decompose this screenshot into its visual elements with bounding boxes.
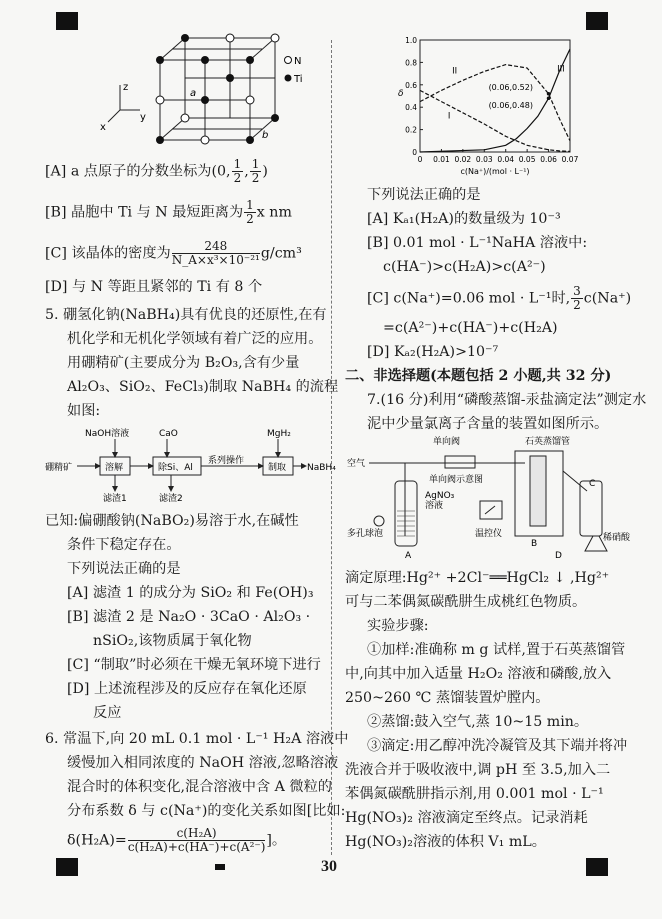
x-tick-label: 0.02	[454, 155, 472, 164]
q5-line: 如图:	[67, 403, 101, 419]
q7-body: 250~260 ℃ 蒸馏装置炉膛内。	[345, 690, 550, 706]
q5-line: 机化学和无机化学领域有着广泛的应用。	[67, 331, 323, 347]
axis-x-label: x	[100, 122, 106, 133]
registration-mark-top-right	[586, 12, 608, 30]
flow-box-remove: 除Si、Al	[158, 463, 193, 473]
crystal-cell-figure	[90, 30, 310, 150]
flow-input-naoh: NaOH溶液	[85, 429, 130, 439]
q5-question: 下列说法正确的是	[67, 561, 181, 577]
label-agno3-solution: 溶液	[425, 501, 444, 511]
label-d: D	[555, 551, 562, 561]
series-label-i: I	[447, 111, 451, 122]
point-b-label: b	[262, 130, 269, 141]
series-label-iii: III	[557, 64, 565, 75]
flow-residue-2: 滤渣2	[159, 494, 183, 504]
label-temp-controller: 温控仪	[475, 529, 503, 539]
registration-mark-bottom-center	[215, 864, 225, 870]
label-c: C	[589, 479, 596, 489]
q6-line: 6. 常温下,向 20 mL 0.1 mol · L⁻¹ H₂A 溶液中	[45, 731, 349, 747]
q5-option-d-cont: 反应	[93, 705, 122, 721]
label-bubbler: 多孔球泡	[347, 529, 384, 539]
flow-product: NaBH₄	[307, 463, 336, 473]
x-axis-label: c(Na⁺)/(mol · L⁻¹)	[460, 167, 530, 176]
label-air: 空气	[347, 459, 366, 469]
q7-body: 可与二苯偶氮碳酰肼生成桃红色物质。	[345, 594, 587, 610]
y-tick-label: 0.8	[405, 58, 417, 68]
x-tick-label: 0.06	[540, 155, 557, 164]
flow-residue-1: 滤渣1	[103, 494, 127, 504]
label-b: B	[531, 539, 538, 549]
q7-body: 实验步骤:	[367, 618, 429, 634]
series-label-ii: II	[452, 66, 458, 77]
label-valve: 单向阀	[433, 437, 461, 447]
q6-line: 混合时的体积变化,混合溶液中含 A 微粒的	[67, 779, 332, 795]
q6-option-b: [B] 0.01 mol · L⁻¹NaHA 溶液中:	[367, 235, 588, 251]
y-tick-label: 0.4	[405, 103, 417, 113]
x-tick-label: 0	[417, 155, 423, 164]
q6-question: 下列说法正确的是	[367, 187, 481, 203]
q6-option-a: [A] Kₐ₁(H₂A)的数量级为 10⁻³	[367, 211, 561, 227]
q5-option-a: [A] 滤渣 1 的成分为 SiO₂ 和 Fe(OH)₃	[67, 585, 314, 601]
q7-body: ①加样:准确称 m g 试样,置于石英蒸馏管	[367, 642, 626, 658]
q7-body: 中,向其中加入适量 H₂O₂ 溶液和磷酸,放入	[345, 666, 612, 682]
q5-line: 用硼精矿(主要成分为 B₂O₃,含有少量	[67, 355, 300, 371]
q6-option-c: [C] c(Na⁺)=0.06 mol · L⁻¹时, $\frac{3}{2}$ c(Na⁺)	[367, 284, 632, 312]
left-column	[45, 157, 349, 854]
y-tick-label: 0.2	[405, 125, 417, 135]
x-tick-label: 0.04	[497, 155, 515, 164]
x-tick-label: 0.05	[518, 155, 536, 164]
q7-line: 泥中少量氯离子含量的装置如图所示。	[367, 416, 609, 432]
q5-option-c: [C] “制取”时必须在干燥无氧环境下进行	[67, 657, 321, 673]
q7-body: ②蒸馏:鼓入空气,蒸 10~15 min。	[367, 714, 589, 730]
axis-y-label: y	[140, 112, 146, 123]
q7-body: 洗液合并于吸收液中,调 pH 至 3.5,加入二	[345, 762, 611, 778]
annotation-label: (0.06,0.48)	[488, 101, 533, 111]
flow-box-dissolve: 溶解	[105, 463, 124, 473]
process-flow-chart	[45, 425, 336, 505]
q5-line: 5. 硼氢化钠(NaBH₄)具有优良的还原性,在有	[45, 307, 327, 323]
q6-line: 分布系数 δ 与 c(Na⁺)的变化关系如图[比如:	[67, 803, 346, 819]
legend-ti: Ti	[294, 74, 303, 85]
q4-option-b: [B] 晶胞中 Ti 与 N 最短距离为 $\frac{1}{2}$ x nm	[45, 198, 292, 226]
q6-line: 缓慢加入相同浓度的 NaOH 溶液,忽略溶液	[67, 755, 339, 771]
registration-mark-bottom-right	[586, 858, 608, 876]
page-number: 30	[321, 858, 337, 875]
label-valve-diagram: 单向阀示意图	[429, 475, 484, 485]
annotation-point	[547, 92, 551, 96]
chart-plot-frame	[420, 40, 570, 152]
flow-input-mgh2: MgH₂	[267, 429, 291, 439]
q6-option-b-cont: c(HA⁻)>c(H₂A)>c(A²⁻)	[383, 259, 546, 275]
x-tick-label: 0.07	[561, 155, 579, 164]
q5-known: 条件下稳定存在。	[67, 537, 181, 553]
q5-option-b: [B] 滤渣 2 是 Na₂O · 3CaO · Al₂O₃ ·	[67, 609, 311, 625]
q4-option-d: [D] 与 N 等距且紧邻的 Ti 有 8 个	[45, 279, 263, 295]
y-tick-label: 0	[412, 148, 417, 157]
q7-body: Hg(NO₃)₂ 溶液滴定至终点。记录消耗	[345, 810, 588, 826]
registration-mark-bottom-left	[56, 858, 78, 876]
y-axis-label: δ	[398, 89, 404, 99]
q6-option-c-cont: =c(A²⁻)+c(HA⁻)+c(H₂A)	[383, 320, 558, 336]
x-tick-label: 0.03	[475, 155, 493, 164]
q5-option-b-cont: nSiO₂,该物质属于氧化物	[93, 633, 252, 649]
q7-body: Hg(NO₃)₂溶液的体积 V₁ mL。	[345, 834, 546, 850]
annotation-label: (0.06,0.52)	[488, 82, 533, 92]
label-agno3: AgNO₃	[425, 491, 455, 501]
legend-n: N	[294, 56, 302, 67]
q6-option-d: [D] Kₐ₂(H₂A)>10⁻⁷	[367, 344, 499, 360]
q7-line: 7.(16 分)利用“磷酸蒸馏-汞盐滴定法”测定水	[367, 392, 647, 408]
flow-box-produce: 制取	[268, 463, 287, 473]
axis-z-label: z	[123, 82, 129, 93]
q5-known: 已知:偏硼酸钠(NaBO₂)易溶于水,在碱性	[45, 513, 299, 529]
q5-option-d: [D] 上述流程涉及的反应存在氧化还原	[67, 681, 307, 697]
q7-body: 滴定原理:Hg²⁺ +2Cl⁻══HgCl₂ ↓ ,Hg²⁺	[345, 570, 610, 586]
label-quartz-tube: 石英蒸馏管	[525, 437, 571, 447]
q4-option-a: [A] a 点原子的分数坐标为(0, $\frac{1}{2}$ , $\frac{1}{2}$ )	[45, 157, 268, 185]
section-2-heading: 二、非选择题(本题包括 2 小题,共 32 分)	[345, 368, 612, 384]
q5-line: Al₂O₃、SiO₂、FeCl₃)制取 NaBH₄ 的流程	[67, 379, 339, 395]
flow-series-ops: 系列操作	[208, 456, 245, 466]
point-a-label: a	[190, 88, 197, 99]
apparatus-figure	[345, 436, 645, 566]
right-column	[345, 183, 645, 854]
flow-input-cao: CaO	[159, 429, 178, 439]
registration-mark-top-left	[56, 12, 78, 30]
q4-option-c: [C] 该晶体的密度为 $\frac{248}{\text{N\_A×x³×10⁻²¹}}$ g/cm³	[45, 239, 302, 267]
q7-body: 苯偶氮碳酰肼指示剂,用 0.001 mol · L⁻¹	[345, 786, 604, 802]
annotation-point	[547, 96, 551, 100]
x-tick-label: 0.01	[433, 155, 450, 164]
q6-formula: δ(H₂A)= $\frac{\text{c(H₂A)}}{\text{c(H₂A)+c(HA⁻)+c(A²⁻)}}$ ]。	[67, 826, 287, 854]
y-tick-label: 1.0	[405, 36, 417, 45]
label-a: A	[405, 551, 412, 561]
distribution-chart	[388, 30, 608, 190]
label-dilute-nitric: 稀硝酸	[603, 533, 631, 543]
q7-body: ③滴定:用乙醇冲洗冷凝管及其下端并将冲	[367, 738, 628, 754]
flow-start: 硼精矿	[45, 463, 73, 473]
y-tick-label: 0.6	[405, 80, 417, 90]
